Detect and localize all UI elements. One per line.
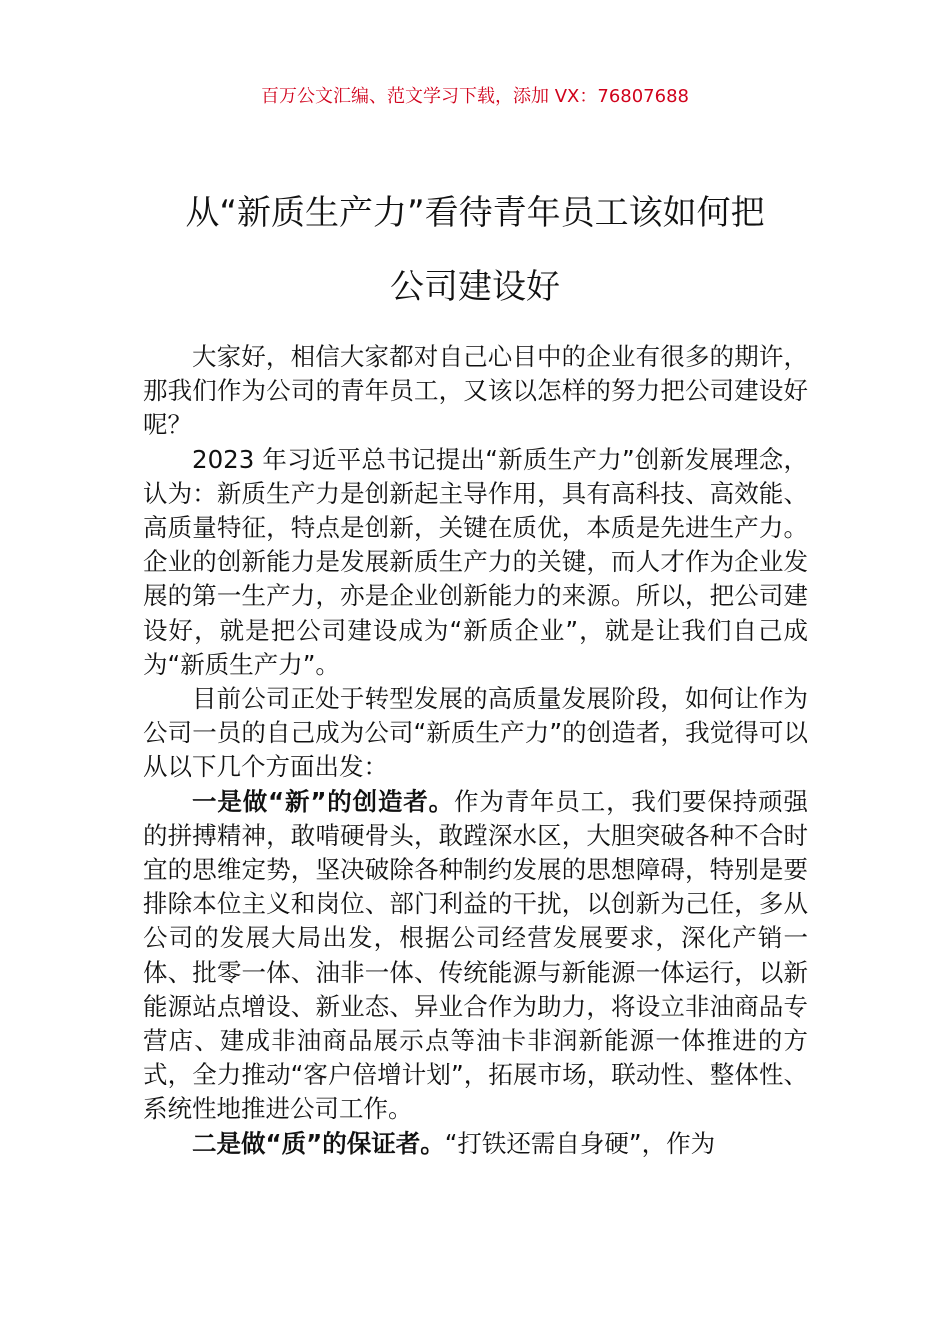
paragraph-4 bbox=[143, 785, 808, 1127]
paragraph-lead: 二是做“质”的保证者。 bbox=[192, 1128, 445, 1158]
document-body bbox=[143, 340, 808, 1161]
paragraph-text: 作为青年员工，我们要保持顽强的拼搏精神，敢啃硬骨头，敢蹚深水区，大胆突破各种不合时宜的思维定势，坚决破除各种制约发展的思想障碍，特别是要排除本位主义和岗位、部门利益的干扰，以创新为己任，多从公司的发展大局出发，根据公司经营发展要求，深化产销一体、批零一体、油非一体、传统能源与新能源一体运行，以新能源站点增设、新业态、异业合作为助力，将设立非油商品专营店、建成非油商品展示点等油卡非润新能源一体推进的方式，全力推动“客户倍增计划”，拓展市场，联动性、整体性、系统性地推进公司工作。 bbox=[143, 786, 808, 1124]
paragraph-text: 大家好，相信大家都对自己心目中的企业有很多的期许，那我们作为公司的青年员工，又该以怎样的努力把公司建设好呢？ bbox=[143, 342, 808, 440]
header-note: 百万公文汇编、范文学习下载，添加 VX：76807688 bbox=[261, 86, 689, 107]
paragraph-text: 目前公司正处于转型发展的高质量发展阶段，如何让作为公司一员的自己成为公司“新质生产力”的创造者，我觉得可以从以下几个方面出发： bbox=[143, 684, 808, 782]
paragraph-3 bbox=[143, 682, 808, 785]
paragraph-1 bbox=[143, 340, 808, 443]
paragraph-2 bbox=[143, 443, 808, 682]
title-line-2: 公司建设好 bbox=[390, 267, 560, 307]
paragraph-text: 2023 年习近平总书记提出“新质生产力”创新发展理念，认为：新质生产力是创新起主导作用，具有高科技、高效能、高质量特征，特点是创新，关键在质优，本质是先进生产力。企业的创新能力是发展新质生产力的关键，而人才作为企业发展的第一生产力，亦是企业创新能力的来源。所以，把公司建设好，就是把公司建设成为“新质企业”，就是让我们自己成为“新质生产力”。 bbox=[143, 444, 808, 679]
paragraph-lead: 一是做“新”的创造者。 bbox=[192, 786, 454, 816]
paragraph-text: “打铁还需自身硬”，作为 bbox=[444, 1128, 716, 1158]
paragraph-5 bbox=[143, 1127, 808, 1161]
title-line-1: 从“新质生产力”看待青年员工该如何把 bbox=[185, 193, 765, 233]
page-title bbox=[140, 176, 810, 324]
